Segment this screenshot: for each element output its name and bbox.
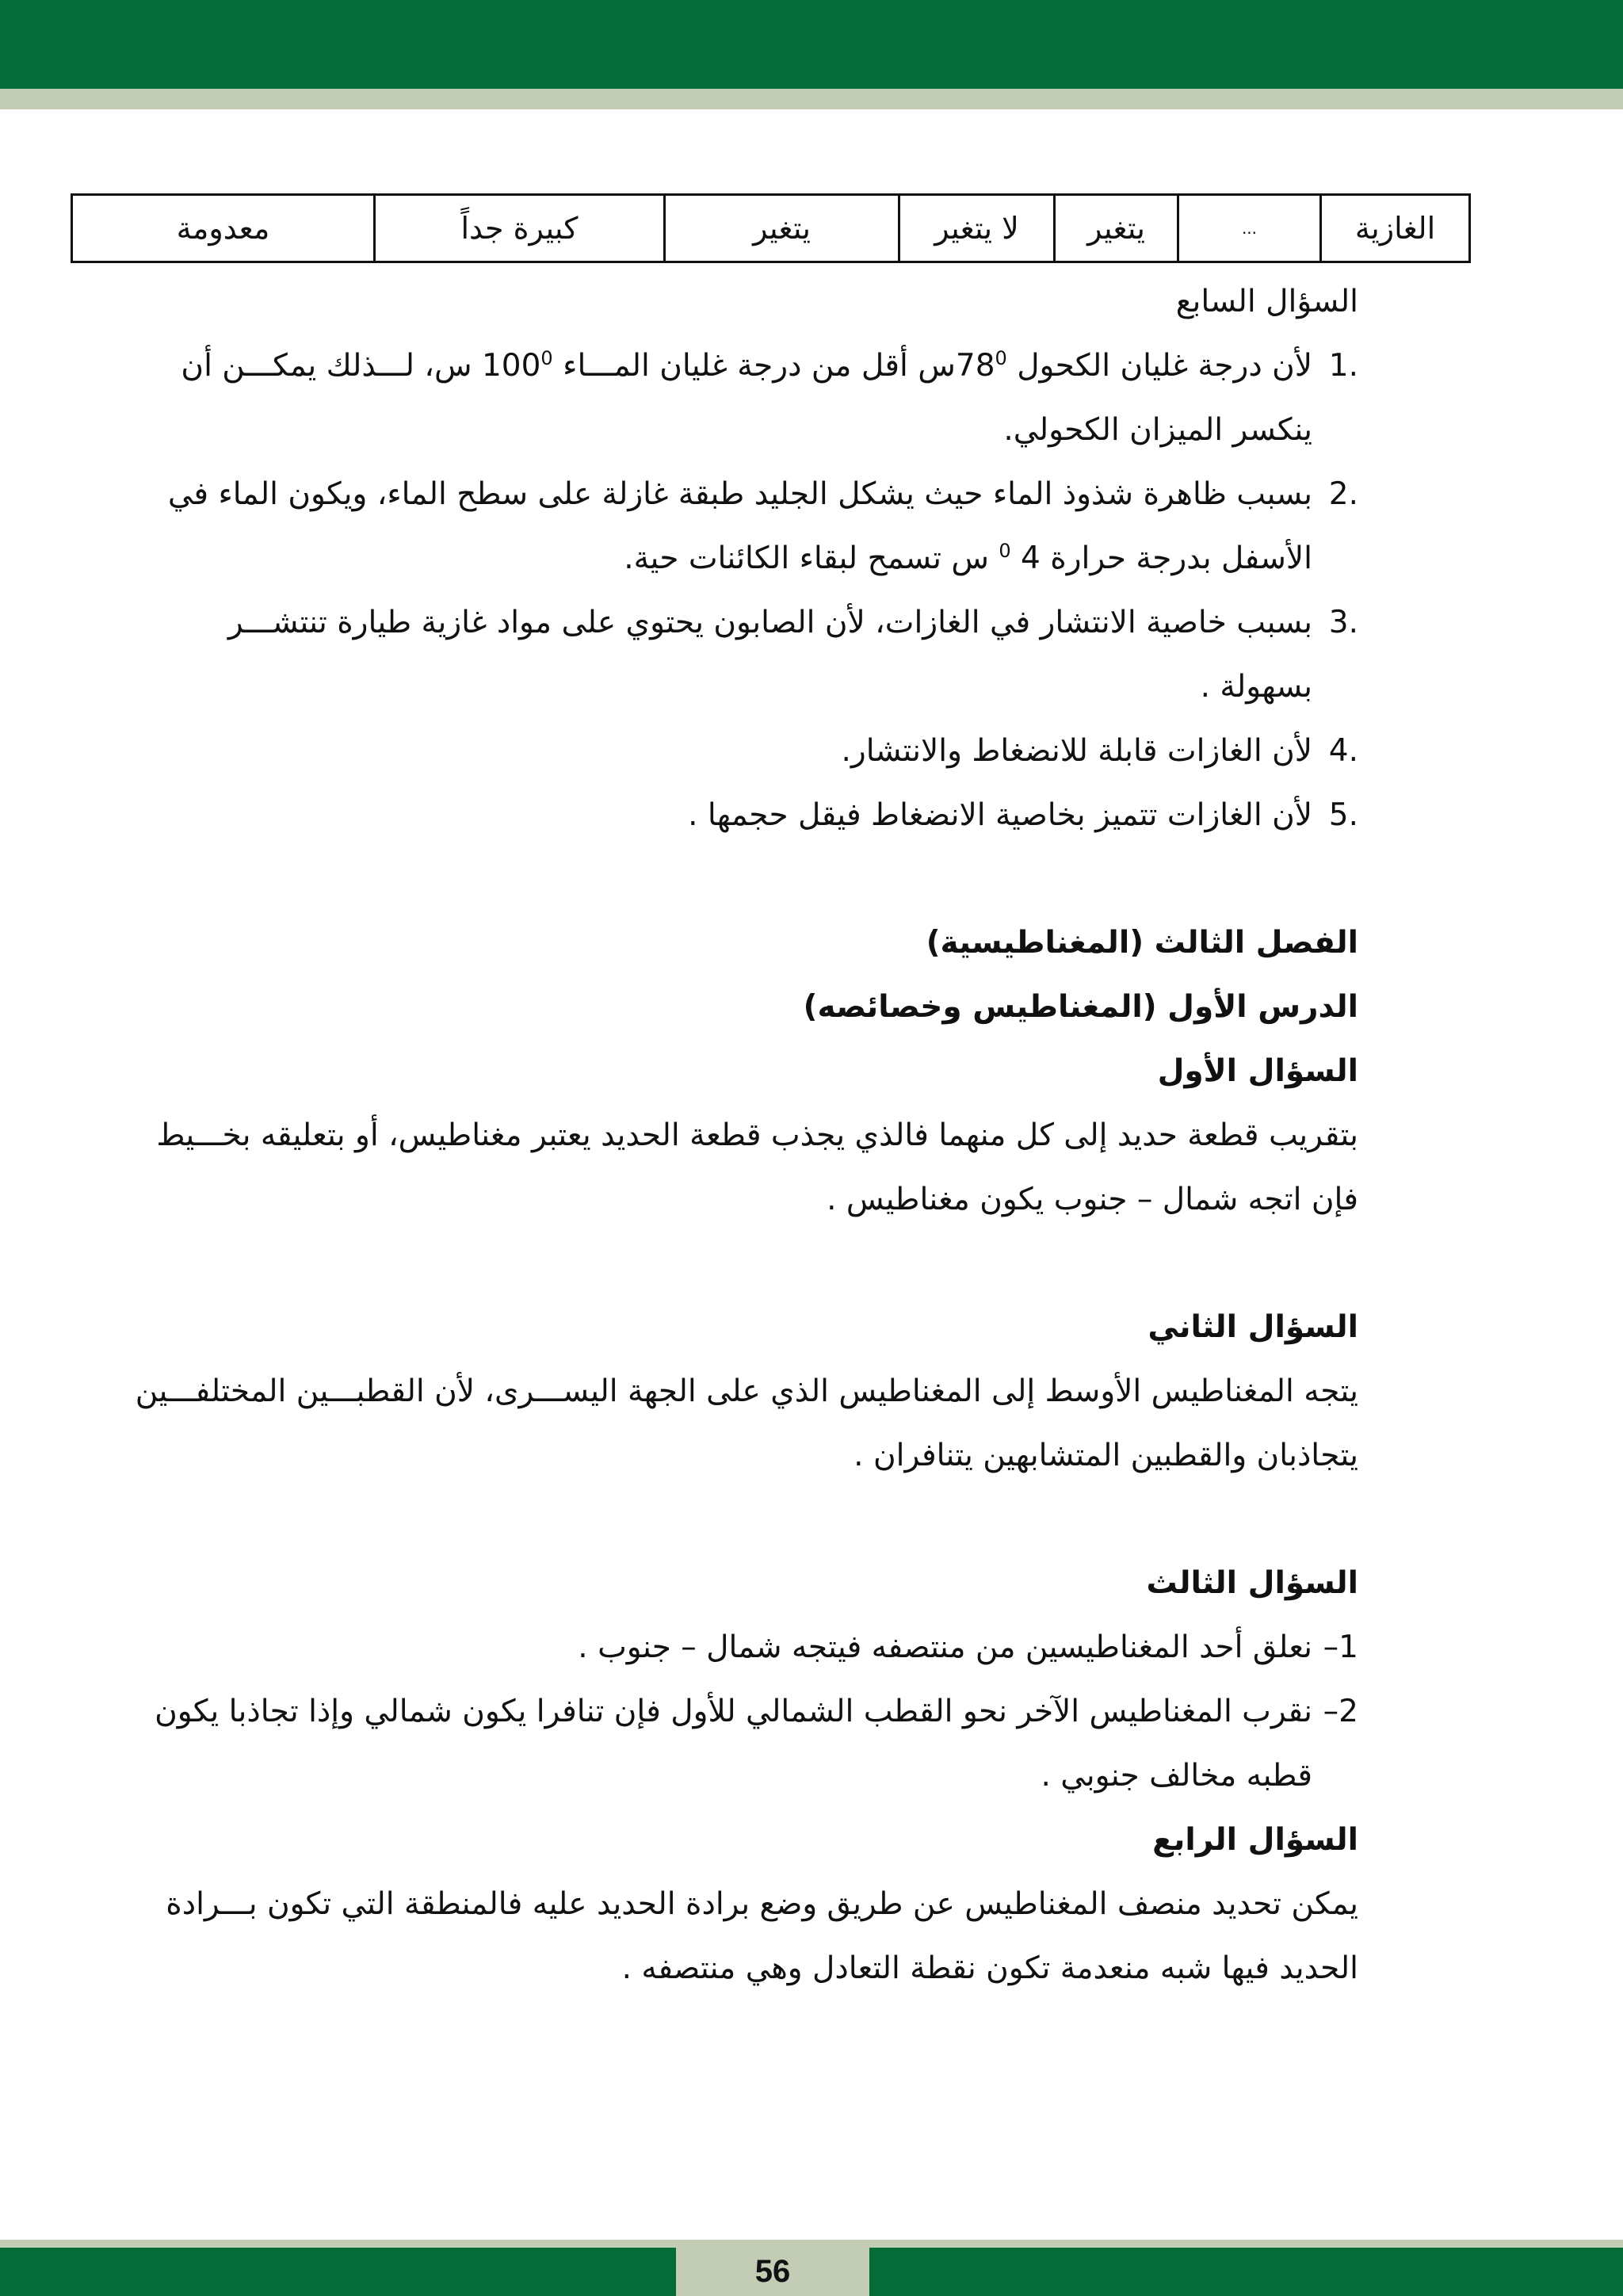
- table-row: [72, 195, 1470, 262]
- q7-item-1: [181, 334, 1358, 462]
- item-number: .2: [1328, 476, 1358, 512]
- q7-title: السؤال السابع: [1175, 284, 1358, 319]
- superscript: 0: [995, 347, 1007, 369]
- header-band: [0, 0, 1623, 89]
- page-number-box: [676, 2248, 869, 2296]
- item-number: .3: [1328, 605, 1358, 640]
- spacer: [193, 1488, 1358, 1551]
- q7-item-1-text-c: س، لـــذلك يمكـــن أن: [181, 348, 482, 384]
- q7-item-1-text-b: س أقل من درجة غليان المـــاء 100: [481, 348, 956, 384]
- footer-accent: [0, 2240, 1623, 2248]
- q7-item-5-line1: لأن الغازات تتميز بخاصية الانضغاط فيقل حجمها .: [688, 797, 1312, 833]
- table-cell: الغازية: [1321, 195, 1470, 262]
- table-cell: يتغير: [665, 195, 899, 262]
- q7-item-2-text-a: الأسفل بدرجة حرارة 4: [1010, 541, 1312, 576]
- superscript: 0: [540, 347, 553, 369]
- q7-item-4-line1: لأن الغازات قابلة للانضغاط والانتشار.: [841, 733, 1312, 769]
- table-cell: يتغير: [1055, 195, 1178, 262]
- q4-line1: يمكن تحديد منصف المغناطيس عن طريق وضع برادة الحديد عليه فالمنطقة التي تكون بـــرادة: [166, 1886, 1358, 1922]
- q7-item-3-line1: بسبب خاصية الانتشار في الغازات، لأن الصابون يحتوي على مواد غازية طيارة تنتشـــر: [227, 605, 1312, 640]
- chapter-title: الفصل الثالث (المغناطيسية): [926, 925, 1358, 961]
- q3-item-1: [193, 1615, 1358, 1679]
- item-number: 1–: [1323, 1629, 1358, 1665]
- item-number: 2–: [1323, 1694, 1358, 1729]
- table-cell: ...: [1178, 195, 1321, 262]
- q7-item-5: [193, 783, 1358, 847]
- q7-item-2-line1: بسبب ظاهرة شذوذ الماء حيث يشكل الجليد طبقة غازلة على سطح الماء، ويكون الماء في: [167, 476, 1312, 512]
- header-stripe: [0, 89, 1623, 109]
- spacer: [193, 1232, 1358, 1295]
- q3-item-2-line2: قطبه مخالف جنوبي .: [1041, 1758, 1312, 1794]
- q7-item-1-text-a: لأن درجة غليان الكحول 78: [955, 348, 1312, 384]
- q3-item-2: [155, 1679, 1358, 1808]
- page-number: 56: [754, 2254, 791, 2289]
- q7-item-4: [193, 719, 1358, 783]
- q1-line2: فإن اتجه شمال – جنوب يكون مغناطيس .: [827, 1182, 1358, 1217]
- table-cell: لا يتغير: [899, 195, 1055, 262]
- superscript: 0: [999, 540, 1011, 562]
- q2-line2: يتجاذبان والقطبين المتشابهين يتنافران .: [854, 1438, 1358, 1473]
- q7-item-3: [193, 590, 1358, 719]
- item-number: .5: [1328, 797, 1358, 833]
- document-body: [135, 269, 1358, 2000]
- footer-band-left: [0, 2248, 676, 2296]
- q7-item-2: [167, 462, 1358, 590]
- q1-title: السؤال الأول: [1157, 1053, 1358, 1089]
- table-cell: معدومة: [72, 195, 375, 262]
- q4-line2: الحديد فيها شبه منعدمة تكون نقطة التعادل وهي منتصفه .: [621, 1950, 1358, 1986]
- q3-title: السؤال الثالث: [1146, 1565, 1358, 1601]
- q1-line1: بتقريب قطعة حديد إلى كل منهما فالذي يجذب قطعة الحديد يعتبر مغناطيس، أو بتعليقه بخـــيط: [156, 1117, 1358, 1153]
- spacer: [193, 847, 1358, 911]
- q7-item-1-line2: ينكسر الميزان الكحولي.: [1003, 412, 1312, 448]
- q7-item-2-text-b: س تسمح لبقاء الكائنات حية.: [624, 541, 999, 576]
- q7-item-3-line2: بسهولة .: [1200, 669, 1312, 705]
- item-number: .1: [1328, 348, 1358, 384]
- item-number: .4: [1328, 733, 1358, 769]
- q4-title: السؤال الرابع: [1152, 1822, 1358, 1858]
- footer-band-right: [869, 2248, 1623, 2296]
- lesson-title: الدرس الأول (المغناطيس وخصائصه): [803, 989, 1358, 1025]
- q3-item-1-text: نعلق أحد المغناطيسين من منتصفه فيتجه شمال – جنوب .: [578, 1629, 1312, 1665]
- states-table-fragment: [73, 193, 1471, 263]
- q3-item-2-line1: نقرب المغناطيس الآخر نحو القطب الشمالي للأول فإن تنافرا يكون شمالي وإذا تجاذبا يكون: [155, 1694, 1312, 1729]
- q2-title: السؤال الثاني: [1148, 1309, 1358, 1345]
- q2-line1: يتجه المغناطيس الأوسط إلى المغناطيس الذي على الجهة اليســـرى، لأن القطبـــين المختلفـــين: [135, 1373, 1358, 1409]
- table-cell: كبيرة جداً: [375, 195, 665, 262]
